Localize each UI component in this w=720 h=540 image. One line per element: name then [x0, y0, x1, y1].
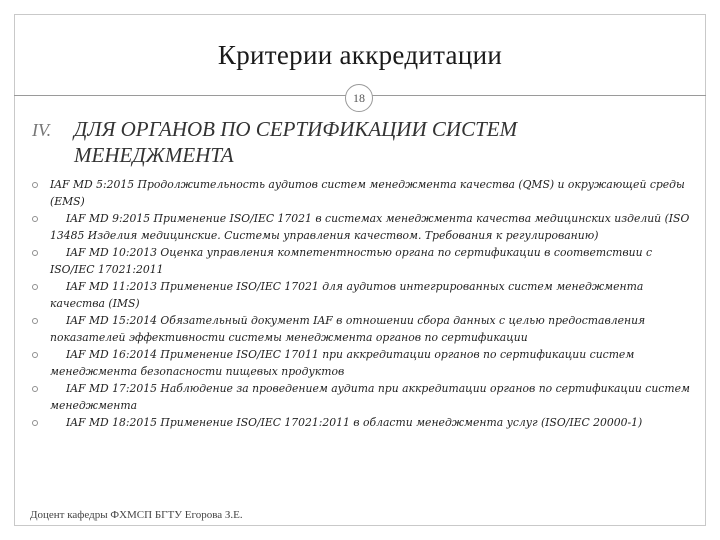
- list-item: [30, 380, 690, 414]
- bullet-icon: [32, 386, 38, 392]
- criteria-list: [30, 176, 690, 431]
- section-heading: [32, 117, 682, 168]
- section-heading-line1: ДЛЯ ОРГАНОВ ПО СЕРТИФИКАЦИИ СИСТЕМ: [74, 117, 518, 141]
- list-item: [30, 244, 690, 278]
- list-item-text: IAF MD 15:2014 Обязательный документ IAF в отношении сбора данных с целью предоставления показателей эффективности системы менеджмента органов по сертификации: [50, 314, 646, 344]
- list-item-text: IAF MD 10:2013 Оценка управления компетентностью органа по сертификации в соответствии с ISO/IEC 17021:2011: [50, 246, 653, 276]
- bullet-icon: [32, 250, 38, 256]
- list-item-text: IAF MD 11:2013 Применение ISO/IEC 17021 для аудитов интегрированных систем менеджмента качества (IMS): [50, 280, 644, 310]
- list-item: [30, 278, 690, 312]
- list-item-text: IAF MD 9:2015 Применение ISO/IEC 17021 в системах менеджмента качества медицинских изделий (ISO 13485 Изделия медицинские. Системы управления качеством. Требования к регулированию): [50, 212, 690, 242]
- list-item: [30, 414, 690, 431]
- list-item-text: IAF MD 16:2014 Применение ISO/IEC 17011 при аккредитации органов по сертификации систем менеджмента безопасности пищевых продуктов: [50, 348, 635, 378]
- list-item: [30, 312, 690, 346]
- list-item: [30, 210, 690, 244]
- bullet-icon: [32, 182, 38, 188]
- list-item-text: IAF MD 5:2015 Продолжительность аудитов систем менеджмента качества (QMS) и окружающей среды (EMS): [50, 178, 685, 208]
- list-item: [30, 176, 690, 210]
- bullet-icon: [32, 352, 38, 358]
- slide-number-badge: 18: [345, 84, 373, 112]
- bullet-icon: [32, 420, 38, 426]
- section-numeral: IV.: [32, 120, 52, 140]
- list-item-text: IAF MD 18:2015 Применение ISO/IEC 17021:2011 в области менеджмента услуг (ISO/IEC 20000-1): [66, 416, 643, 429]
- bullet-icon: [32, 318, 38, 324]
- section-heading-line2: МЕНЕДЖМЕНТА: [74, 143, 234, 167]
- footer-author: Доцент кафедры ФХМСП БГТУ Егорова З.Е.: [30, 509, 243, 521]
- bullet-icon: [32, 284, 38, 290]
- bullet-icon: [32, 216, 38, 222]
- list-item-text: IAF MD 17:2015 Наблюдение за проведением аудита при аккредитации органов по сертификации систем менеджмента: [50, 382, 690, 412]
- list-item: [30, 346, 690, 380]
- slide-title: Критерии аккредитации: [217, 40, 503, 70]
